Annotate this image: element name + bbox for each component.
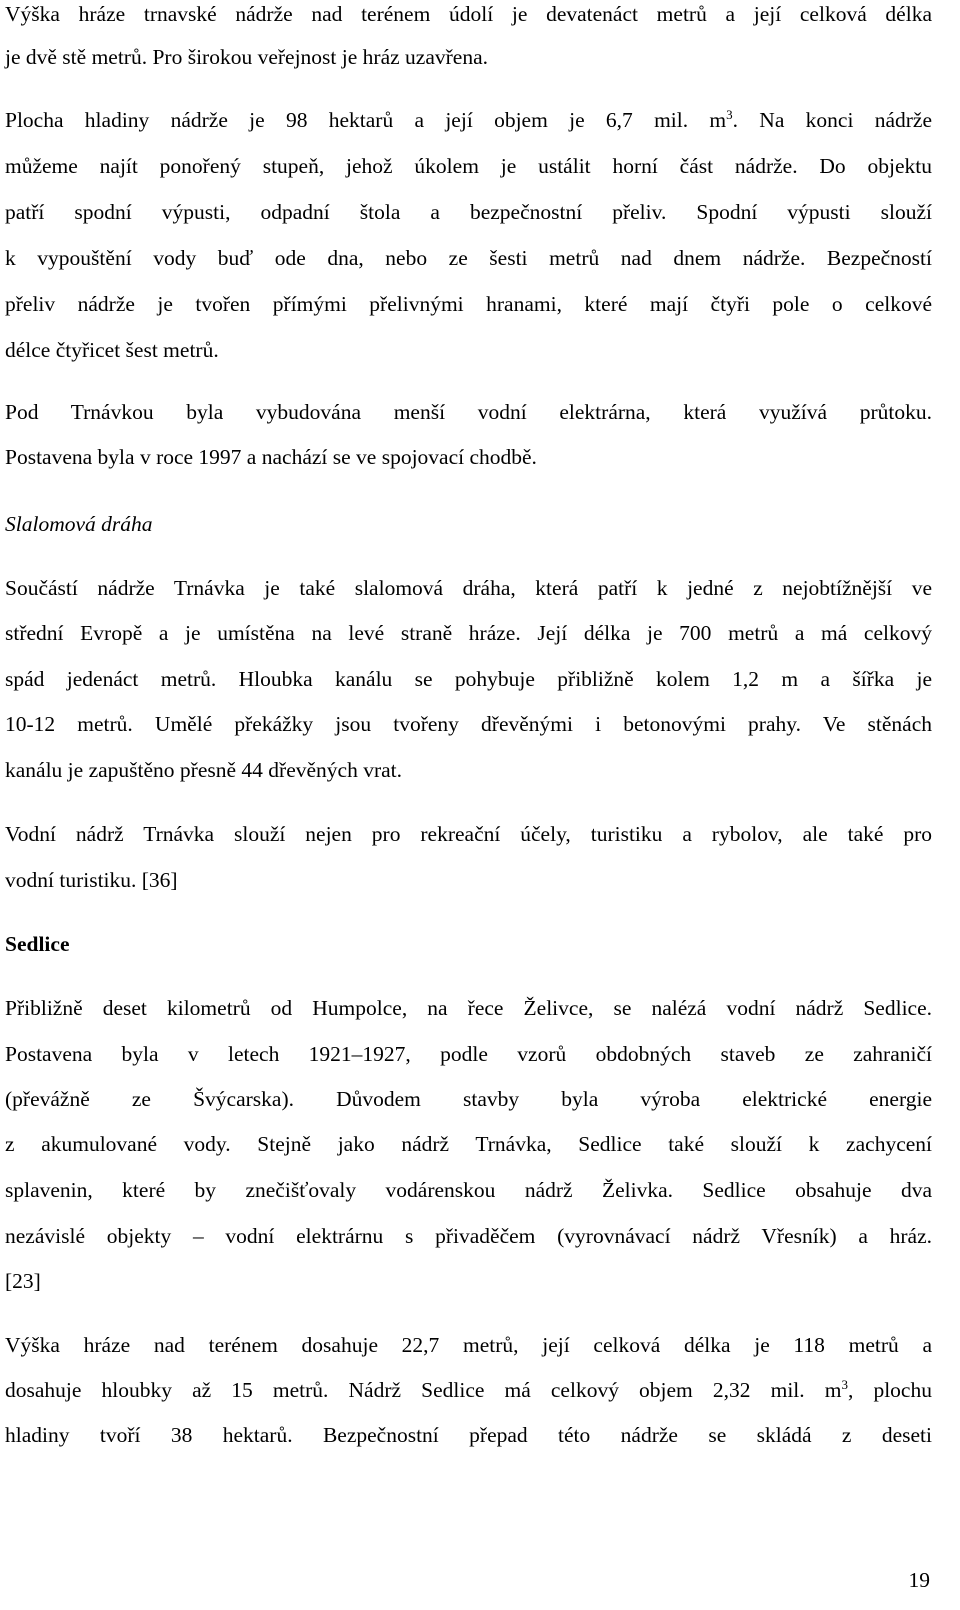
text-line: Součástí nádrže Trnávka je také slalomová dráha, která patří k jedné z nejobtížnější ve — [5, 576, 932, 600]
superscript: 3 — [726, 107, 733, 122]
text-span: , plochu — [847, 1378, 932, 1402]
text-line: Přibližně deset kilometrů od Humpolce, na řece Želivce, se nalézá vodní nádrž Sedlice. — [5, 996, 932, 1020]
text-line: 10-12 metrů. Umělé překážky jsou tvořeny dřevěnými i betonovými prahy. Ve stěnách — [5, 712, 932, 736]
text-line: Výška hráze nad terénem dosahuje 22,7 metrů, její celková délka je 118 metrů a — [5, 1333, 932, 1357]
text-line: můžeme najít ponořený stupeň, jehož úkolem je ustálit horní část nádrže. Do objektu — [5, 154, 932, 178]
text-line: (převážně ze Švýcarska). Důvodem stavby byla výroba elektrické energie — [5, 1087, 932, 1111]
text-line: Výška hráze trnavské nádrže nad terénem údolí je devatenáct metrů a její celková délka — [5, 2, 932, 26]
text-line: Postavena byla v roce 1997 a nachází se ve spojovací chodbě. — [5, 445, 537, 469]
section-heading: Slalomová dráha — [5, 512, 153, 536]
text-line: střední Evropě a je umístěna na levé straně hráze. Její délka je 700 metrů a má celkový — [5, 621, 932, 645]
text-line: délce čtyřicet šest metrů. — [5, 338, 219, 362]
text-line: Vodní nádrž Trnávka slouží nejen pro rekreační účely, turistiku a rybolov, ale také pro — [5, 822, 932, 846]
text-line: Postavena byla v letech 1921–1927, podle vzorů obdobných staveb ze zahraničí — [5, 1042, 932, 1066]
superscript: 3 — [841, 1377, 848, 1392]
text-line: nezávislé objekty – vodní elektrárnu s přivaděčem (vyrovnávací nádrž Vřesník) a hráz. — [5, 1224, 932, 1248]
text-line: [23] — [5, 1269, 41, 1293]
text-span: . Na konci nádrže — [732, 108, 933, 132]
page-number: 19 — [908, 1568, 930, 1592]
text-span: dosahuje hloubky až 15 metrů. Nádrž Sedlice má celkový objem 2,32 mil. m — [5, 1378, 842, 1402]
text-line: z akumulované vody. Stejně jako nádrž Trnávka, Sedlice také slouží k zachycení — [5, 1132, 932, 1156]
text-line — [5, 106, 932, 134]
text-line: přeliv nádrže je tvořen přímými přelivnými hranami, které mají čtyři pole o celkové — [5, 292, 932, 316]
text-span: Plocha hladiny nádrže je 98 hektarů a její objem je 6,7 mil. m — [5, 108, 727, 132]
text-line: patří spodní výpusti, odpadní štola a bezpečnostní přeliv. Spodní výpusti slouží — [5, 200, 932, 224]
text-line: hladiny tvoří 38 hektarů. Bezpečnostní přepad této nádrže se skládá z deseti — [5, 1423, 932, 1447]
text-line: splavenin, které by znečišťovaly vodárenskou nádrž Želivka. Sedlice obsahuje dva — [5, 1178, 932, 1202]
text-line: kanálu je zapuštěno přesně 44 dřevěných vrat. — [5, 758, 402, 782]
text-line: k vypouštění vody buď ode dna, nebo ze šesti metrů nad dnem nádrže. Bezpečností — [5, 246, 932, 270]
text-line: Pod Trnávkou byla vybudována menší vodní elektrárna, která využívá průtoku. — [5, 400, 932, 424]
text-line: je dvě stě metrů. Pro širokou veřejnost je hráz uzavřena. — [5, 45, 488, 69]
text-line: spád jedenáct metrů. Hloubka kanálu se pohybuje přibližně kolem 1,2 m a šířka je — [5, 667, 932, 691]
text-line: vodní turistiku. [36] — [5, 868, 178, 892]
text-line — [5, 1376, 932, 1404]
section-heading: Sedlice — [5, 932, 70, 956]
